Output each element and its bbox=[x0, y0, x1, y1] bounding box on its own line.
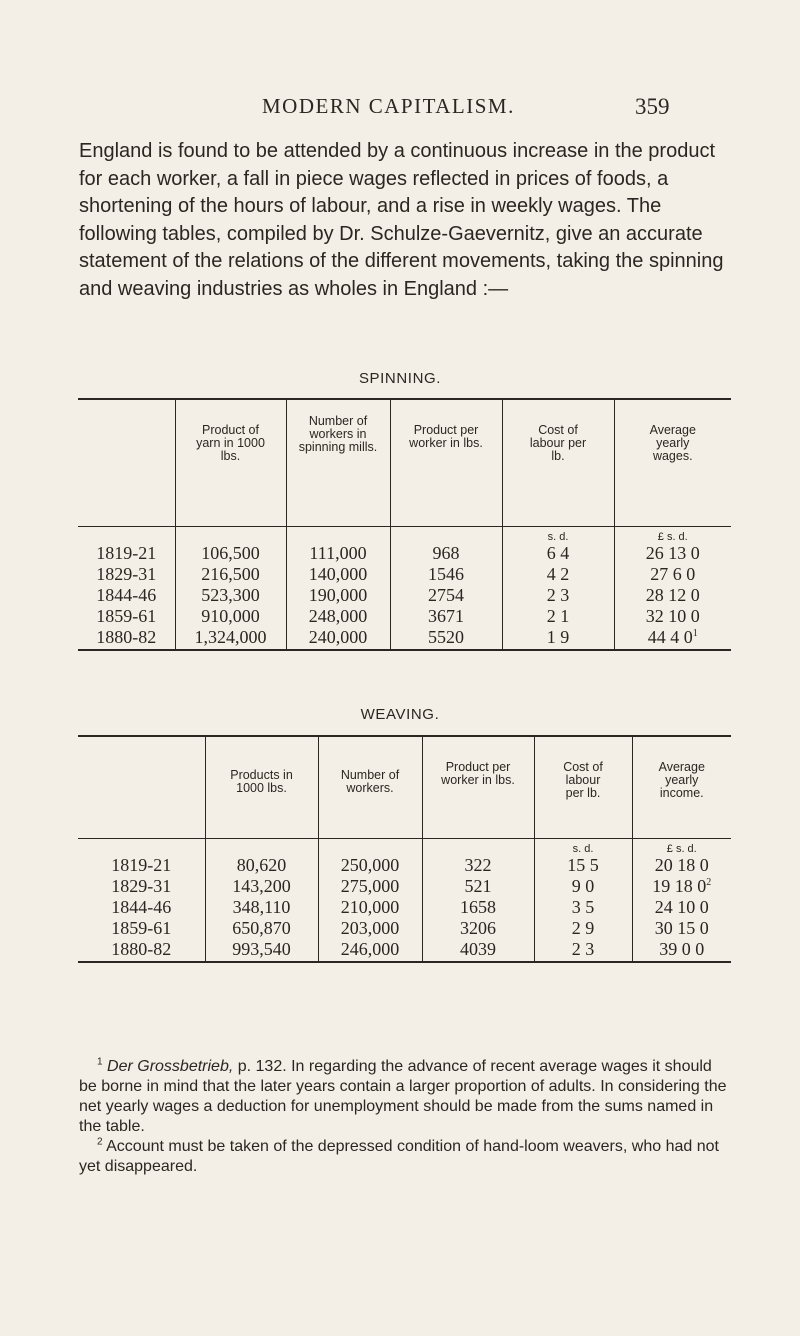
table-row bbox=[78, 543, 731, 564]
weaving-units-wages: £ s. d. bbox=[632, 838, 731, 855]
spinning-title: SPINNING. bbox=[358, 370, 442, 387]
cost-cell: 2 1 bbox=[502, 606, 614, 627]
weaving-header-workers: Number of workers. bbox=[318, 736, 422, 838]
weaving-units-workers bbox=[318, 838, 422, 855]
cost-cell: 15 5 bbox=[534, 855, 632, 876]
weaving-table bbox=[78, 735, 731, 963]
per-worker-cell: 3206 bbox=[422, 918, 534, 939]
cost-cell: 4 2 bbox=[502, 564, 614, 585]
wages-value: 20 18 0 bbox=[654, 854, 709, 875]
per-worker-cell: 968 bbox=[390, 543, 502, 564]
per-worker-cell: 2754 bbox=[390, 585, 502, 606]
period-cell: 1819-21 bbox=[111, 854, 172, 875]
cost-cell: 2 3 bbox=[502, 585, 614, 606]
spinning-header-per-worker: Product per worker in lbs. bbox=[390, 399, 502, 526]
cost-cell: 2 9 bbox=[534, 918, 632, 939]
workers-cell: 111,000 bbox=[286, 543, 390, 564]
footnote-ref: 2 bbox=[706, 876, 712, 888]
weaving-title: WEAVING. bbox=[360, 706, 440, 723]
cost-cell: 1 9 bbox=[502, 627, 614, 650]
workers-cell: 250,000 bbox=[318, 855, 422, 876]
product-cell: 910,000 bbox=[175, 606, 286, 627]
weaving-header-cost: Cost of labour per lb. bbox=[534, 736, 632, 838]
period-cell: 1880-82 bbox=[96, 626, 157, 647]
spinning-header-workers: Number of workers in spinning mills. bbox=[286, 399, 390, 526]
wages-cell bbox=[614, 564, 731, 585]
footnote-text: p. 132. In regarding the advance of recent average wages it should be borne in mind that the later years contain a larger proportion of adults. In considering the net yearly wages a deduction for unemployment should be made from the sums named in the table. bbox=[79, 1058, 727, 1135]
wages-cell bbox=[632, 939, 731, 962]
wages-value: 28 12 0 bbox=[645, 584, 700, 605]
weaving-units-per-worker bbox=[422, 838, 534, 855]
spinning-units-workers bbox=[286, 526, 390, 543]
workers-cell: 203,000 bbox=[318, 918, 422, 939]
wages-value: 19 18 0 bbox=[652, 875, 707, 896]
product-cell: 1,324,000 bbox=[175, 627, 286, 650]
per-worker-cell: 1658 bbox=[422, 897, 534, 918]
wages-cell bbox=[632, 897, 731, 918]
spinning-header-product: Product of yarn in 1000 lbs. bbox=[175, 399, 286, 526]
period-cell: 1880-82 bbox=[111, 938, 172, 959]
table-row bbox=[78, 855, 731, 876]
workers-cell: 210,000 bbox=[318, 897, 422, 918]
cost-cell: 6 4 bbox=[502, 543, 614, 564]
footnote-text: Account must be taken of the depressed condition of hand-loom weavers, who had not yet disappeared. bbox=[79, 1138, 719, 1175]
per-worker-cell: 1546 bbox=[390, 564, 502, 585]
footnote-1 bbox=[79, 1057, 729, 1137]
footnote-ref: 1 bbox=[692, 627, 698, 639]
workers-cell: 275,000 bbox=[318, 876, 422, 897]
weaving-header-per-worker: Product per worker in lbs. bbox=[422, 736, 534, 838]
wages-value: 24 10 0 bbox=[654, 896, 709, 917]
period-cell: 1844-46 bbox=[111, 896, 172, 917]
wages-value: 27 6 0 bbox=[650, 563, 696, 584]
spinning-units-wages: £ s. d. bbox=[614, 526, 731, 543]
spinning-units-cost: s. d. bbox=[502, 526, 614, 543]
product-cell: 348,110 bbox=[205, 897, 318, 918]
weaving-header-period bbox=[78, 736, 205, 838]
wages-cell bbox=[632, 855, 731, 876]
table-row bbox=[78, 564, 731, 585]
spinning-header-cost: Cost of labour per lb. bbox=[502, 399, 614, 526]
period-cell: 1859-61 bbox=[111, 917, 172, 938]
workers-cell: 246,000 bbox=[318, 939, 422, 962]
table-row bbox=[78, 627, 731, 650]
wages-value: 30 15 0 bbox=[654, 917, 709, 938]
weaving-header-product: Products in 1000 lbs. bbox=[205, 736, 318, 838]
running-title: MODERN CAPITALISM. bbox=[262, 94, 515, 118]
workers-cell: 190,000 bbox=[286, 585, 390, 606]
table-row bbox=[78, 876, 731, 897]
weaving-units-product bbox=[205, 838, 318, 855]
period-cell: 1844-46 bbox=[96, 584, 157, 605]
weaving-units-cost: s. d. bbox=[534, 838, 632, 855]
product-cell: 993,540 bbox=[205, 939, 318, 962]
product-cell: 143,200 bbox=[205, 876, 318, 897]
spinning-units-per-worker bbox=[390, 526, 502, 543]
wages-value: 44 4 0 bbox=[647, 626, 693, 647]
per-worker-cell: 322 bbox=[422, 855, 534, 876]
workers-cell: 240,000 bbox=[286, 627, 390, 650]
footnote-2 bbox=[79, 1137, 729, 1177]
workers-cell: 140,000 bbox=[286, 564, 390, 585]
wages-value: 39 0 0 bbox=[659, 938, 705, 959]
workers-cell: 248,000 bbox=[286, 606, 390, 627]
footnote-mark: 2 bbox=[97, 1136, 103, 1148]
wages-cell bbox=[614, 585, 731, 606]
wages-value: 26 13 0 bbox=[645, 542, 700, 563]
product-cell: 80,620 bbox=[205, 855, 318, 876]
spinning-units-period bbox=[78, 526, 175, 543]
page-header bbox=[0, 94, 800, 124]
product-cell: 523,300 bbox=[175, 585, 286, 606]
cost-cell: 2 3 bbox=[534, 939, 632, 962]
product-cell: 650,870 bbox=[205, 918, 318, 939]
wages-cell bbox=[632, 918, 731, 939]
footnote-mark: 1 bbox=[97, 1056, 103, 1068]
wages-cell bbox=[614, 627, 731, 650]
spinning-header-wages: Average yearly wages. bbox=[614, 399, 731, 526]
per-worker-cell: 5520 bbox=[390, 627, 502, 650]
per-worker-cell: 521 bbox=[422, 876, 534, 897]
product-cell: 106,500 bbox=[175, 543, 286, 564]
intro-paragraph: England is found to be attended by a continuous increase in the product for each worker, a fall in piece wages reflected in prices of foods, a shortening of the hours of labour, and a rise in weekly wages. The following tables, compiled by Dr. Schulze-Gaevernitz, give an accurate statement of the relations of the different movements, taking the spinning and weaving industries as wholes in England :— bbox=[79, 140, 724, 300]
period-cell: 1829-31 bbox=[96, 563, 157, 584]
table-row bbox=[78, 585, 731, 606]
cost-cell: 3 5 bbox=[534, 897, 632, 918]
per-worker-cell: 4039 bbox=[422, 939, 534, 962]
table-row bbox=[78, 939, 731, 962]
wages-value: 32 10 0 bbox=[645, 605, 700, 626]
footnote-source: Der Grossbetrieb, bbox=[107, 1058, 234, 1075]
spinning-table bbox=[78, 398, 731, 651]
cost-cell: 9 0 bbox=[534, 876, 632, 897]
spinning-units-product bbox=[175, 526, 286, 543]
period-cell: 1819-21 bbox=[96, 542, 157, 563]
footnotes bbox=[79, 1057, 729, 1177]
product-cell: 216,500 bbox=[175, 564, 286, 585]
weaving-header-wages: Average yearly income. bbox=[632, 736, 731, 838]
weaving-units-period bbox=[78, 838, 205, 855]
period-cell: 1859-61 bbox=[96, 605, 157, 626]
spinning-header-period bbox=[78, 399, 175, 526]
wages-cell bbox=[632, 876, 731, 897]
period-cell: 1829-31 bbox=[111, 875, 172, 896]
wages-cell bbox=[614, 543, 731, 564]
page-number: 359 bbox=[635, 94, 670, 119]
table-row bbox=[78, 606, 731, 627]
per-worker-cell: 3671 bbox=[390, 606, 502, 627]
wages-cell bbox=[614, 606, 731, 627]
table-row bbox=[78, 918, 731, 939]
table-row bbox=[78, 897, 731, 918]
